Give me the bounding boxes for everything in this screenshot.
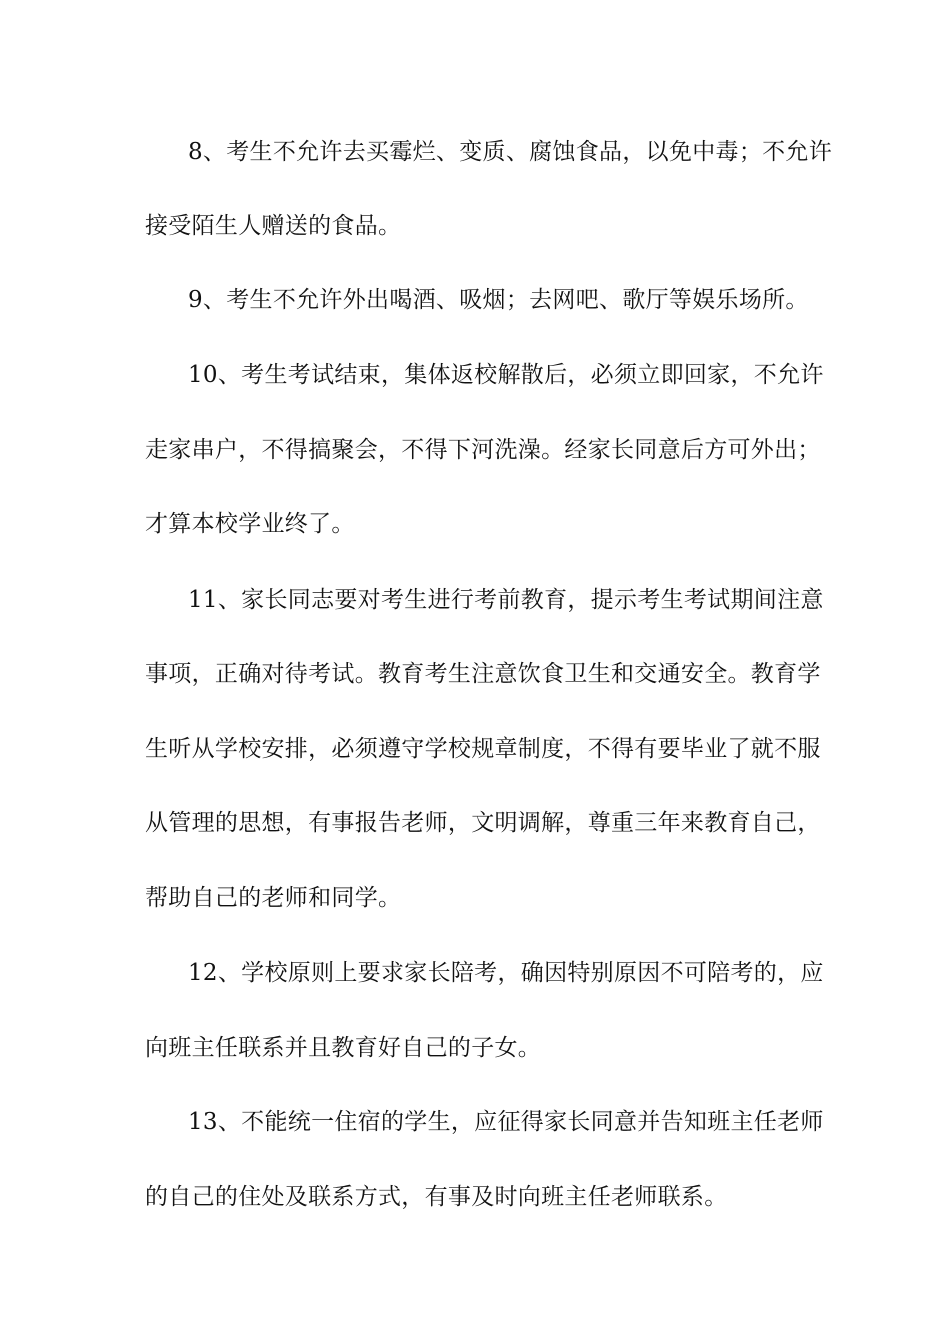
rule-11-line-4: 从管理的思想，有事报告老师，文明调解，尊重三年来教育自己， xyxy=(145,810,821,836)
rule-12-line-2: 向班主任联系并且教育好自己的子女。 xyxy=(145,1035,542,1061)
rule-11-line-1: 11、家长同志要对考生进行考前教育，提示考生考试期间注意 xyxy=(188,587,824,613)
rule-10-line-3: 才算本校学业终了。 xyxy=(145,511,355,537)
rule-12-line-1: 12、学校原则上要求家长陪考，确因特别原因不可陪考的，应 xyxy=(188,960,824,986)
rule-10-line-1: 10、考生考试结束，集体返校解散后，必须立即回家，不允许 xyxy=(188,362,824,388)
rule-13-line-2: 的自己的住处及联系方式，有事及时向班主任老师联系。 xyxy=(145,1184,728,1210)
rule-8-line-1: 8、考生不允许去买霉烂、变质、腐蚀食品，以免中毒；不允许 xyxy=(188,139,833,165)
rule-9-line-1: 9、考生不允许外出喝酒、吸烟；去网吧、歌厅等娱乐场所。 xyxy=(188,287,809,313)
rule-11-line-3: 生听从学校安排，必须遵守学校规章制度，不得有要毕业了就不服 xyxy=(145,736,821,762)
rule-8-line-2: 接受陌生人赠送的食品。 xyxy=(145,213,402,239)
rule-11-line-2: 事项，正确对待考试。教育考生注意饮食卫生和交通安全。教育学 xyxy=(145,661,821,687)
rule-10-line-2: 走家串户，不得搞聚会，不得下河洗澡。经家长同意后方可外出； xyxy=(145,437,821,463)
rule-11-line-5: 帮助自己的老师和同学。 xyxy=(145,885,402,911)
rule-13-line-1: 13、不能统一住宿的学生，应征得家长同意并告知班主任老师 xyxy=(188,1109,824,1135)
